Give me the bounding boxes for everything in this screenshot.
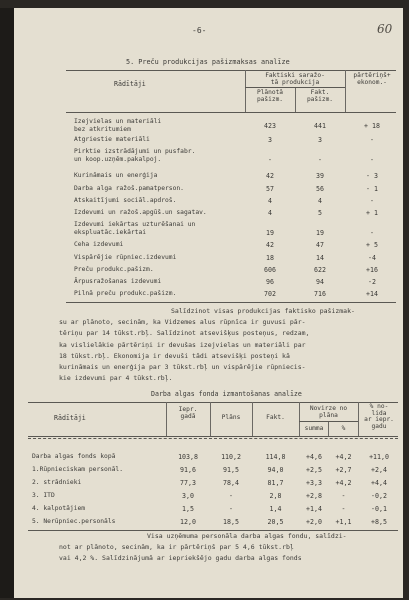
- table1-divider-1: [245, 70, 246, 112]
- t2-header-indicator: Rādītāji: [54, 414, 86, 422]
- t1-row-fact: 5: [318, 209, 322, 217]
- t1-row-plan: 18: [266, 254, 274, 262]
- t2-row-plan: -: [229, 505, 233, 513]
- t2-row-pct: +4,2: [335, 453, 352, 461]
- t1-row-label: Atskaitījumi sociāl.apdroš.: [74, 197, 177, 204]
- table1-divider-2: [345, 70, 346, 112]
- t2-row-prev: 1,5: [182, 505, 194, 513]
- t1-row-label: Darba alga ražoš.pamatperson.: [74, 185, 184, 192]
- t2-row-share: -0,2: [371, 492, 387, 500]
- t1-row-label: Izdevumi un ražoš.apgūš.un sagatav.: [74, 209, 207, 216]
- t1-row-label: Pilnā preču produkc.pašizm.: [74, 290, 177, 297]
- t1-row-fact: 39: [316, 172, 324, 180]
- t1-row-diff: -: [370, 156, 374, 164]
- t2-row-label: 3. ITD: [32, 492, 55, 499]
- t2-header-deviation: Novirze no plāna: [309, 405, 348, 420]
- t1-row-label: Ceha izdevumi: [74, 241, 124, 248]
- t1-row-fact: 56: [316, 185, 324, 193]
- t2-row-label: 5. Nerūpniec.personāls: [32, 518, 116, 525]
- t2-row-prev: 91,6: [180, 466, 196, 474]
- table1-header-rule: [66, 112, 396, 113]
- table1-bottom-rule: [66, 302, 396, 303]
- t1-row-label: Izejvielas un materiāli bez atkritumiem: [74, 118, 162, 133]
- t2-row-fact: 94,0: [267, 466, 284, 474]
- t2-row-pct: +4,2: [335, 479, 352, 487]
- t2-row-fact: 81,7: [267, 479, 284, 487]
- t2-row-sum: +3,3: [306, 479, 322, 487]
- analysis-paragraph-1: Salīdzinot visas produkcijas faktisko pašizmak- su ar plānoto, secinām, ka Vidzemes alus rūpnīca ir guvusi pār- tēriņu par 14 tūkst.rbļ. Salīdzinot atsevišķus posteņus, redzam, ka vislielākie pārtēriņi ir devušas izejvielas un materiāli par 18 tūkst.rbļ. Ekonomija ir devuši tādi atsevišķi posteņi kā kurināmais un enerģija par 3 tūkst.rbļ un vispārējie rūpniecis- kie izdevumi par 4 tūkst.rbļ.: [59, 307, 355, 383]
- t2-header-pct: %: [341, 425, 346, 432]
- t2-row-fact: 1,4: [269, 505, 282, 513]
- t1-row-fact: 19: [316, 229, 324, 237]
- table1-divider-3: [295, 87, 296, 112]
- t1-row-plan: 4: [268, 209, 272, 217]
- t2-row-sum: +2,0: [306, 518, 322, 526]
- t1-row-fact: 3: [318, 136, 322, 144]
- t1-row-diff: + 5: [366, 241, 378, 249]
- t2-row-fact: 2,8: [269, 492, 282, 500]
- scan-edge: [0, 8, 14, 598]
- t1-row-diff: -4: [368, 254, 376, 262]
- t2-row-pct: +1,1: [335, 518, 352, 526]
- t2-row-share: +8,5: [371, 518, 387, 526]
- t2-row-plan: -: [229, 492, 233, 500]
- t2-row-share: +4,4: [371, 479, 387, 487]
- t2-row-plan: 78,4: [223, 479, 239, 487]
- t2-row-label: Darba algas fonds kopā: [32, 453, 116, 460]
- t1-row-label: Preču produkc.pašizm.: [74, 266, 154, 273]
- t2-row-label: 1.Rūpnieciskam personāl.: [32, 466, 123, 473]
- t1-row-plan: 19: [266, 229, 274, 237]
- t2-row-share: +11,0: [369, 453, 389, 461]
- t1-row-label: Ārpusražošanas izdevumi: [74, 278, 162, 285]
- document-page: [14, 8, 403, 598]
- t2-header-sum: summa: [304, 425, 324, 432]
- t2-row-prev: 103,8: [178, 453, 198, 461]
- t1-header-fact: Fakt. pašizm.: [306, 89, 334, 104]
- t1-header-indicator: Rādītāji: [114, 80, 146, 88]
- t1-header-plan: Plānotā pašizm.: [256, 89, 284, 104]
- t2-row-share: -0,1: [371, 505, 387, 513]
- t1-row-plan: 42: [266, 241, 274, 249]
- t1-row-plan: 4: [268, 197, 272, 205]
- t2-row-pct: -: [341, 492, 346, 500]
- section-title: 5. Preču produkcijas pašizmaksas analīze: [126, 58, 290, 66]
- t2-header-plan: Plāns: [221, 414, 241, 421]
- t2-row-label: 4. kalpotājiem: [32, 505, 86, 512]
- t2-row-sum: +2,8: [306, 492, 322, 500]
- t1-row-plan: 702: [264, 290, 276, 298]
- t2-row-label: 2. strādnieki: [32, 479, 82, 486]
- t2-header-share: % no- lida ar iepr. gadu: [364, 403, 394, 430]
- t1-row-fact: 47: [316, 241, 324, 249]
- t1-row-diff: - 1: [366, 185, 378, 193]
- t2-row-pct: +2,7: [335, 466, 352, 474]
- table2-title: Darba algas fonda izmantošanas analīze: [151, 390, 302, 398]
- t1-row-diff: -2: [368, 278, 376, 286]
- t1-row-diff: + 1: [366, 209, 378, 217]
- table2-top-rule: [28, 402, 398, 403]
- t2-row-sum: +2,5: [306, 466, 322, 474]
- t2-row-plan: 110,2: [221, 453, 241, 461]
- t1-row-diff: -: [370, 197, 374, 205]
- t1-row-fact: -: [318, 156, 322, 164]
- t1-row-diff: - 3: [366, 172, 378, 180]
- t1-row-plan: 96: [266, 278, 274, 286]
- t2-row-share: +2,4: [371, 466, 387, 474]
- table2-dash-rule: [28, 438, 398, 439]
- t1-row-fact: 441: [314, 122, 326, 130]
- t2-row-sum: +4,6: [306, 453, 322, 461]
- t2-row-plan: 18,5: [223, 518, 239, 526]
- t1-row-diff: +16: [366, 266, 378, 274]
- t1-row-label: Kurināmais un enerģija: [74, 172, 158, 179]
- t1-row-plan: -: [268, 156, 272, 164]
- t1-row-diff: -: [370, 229, 374, 237]
- t1-row-fact: 622: [314, 266, 326, 274]
- t2-header-fact: Fakt.: [266, 414, 285, 421]
- t1-row-label: Izdevumi iekārtas uzturēšanai un ekspluatāc.iekārtai: [74, 221, 196, 236]
- t1-row-plan: 3: [268, 136, 272, 144]
- t2-row-prev: 3,0: [182, 492, 194, 500]
- t1-row-diff: + 18: [364, 122, 380, 130]
- t1-row-fact: 4: [318, 197, 322, 205]
- t1-header-group: Faktiski saražo- tā produkcija: [265, 72, 325, 87]
- analysis-paragraph-2: Visa uzņēmuma personāla darba algas fondu, salīdzi- not ar plānoto, secinām, ka ir pārtēriņš par 5 4,6 tūkst.rbļ vai 4,2 %. Salīdzinājumā ar iepriekšējo gadu darba algas fonds: [59, 532, 347, 563]
- t1-row-label: Vispārējie rūpniec.izdevumi: [74, 254, 177, 261]
- t1-header-diff: pārtēriņš+ ekonom.-: [353, 72, 391, 87]
- t2-row-pct: -: [341, 505, 346, 513]
- t1-row-fact: 94: [316, 278, 324, 286]
- page-number: -6-: [192, 26, 207, 35]
- t2-row-prev: 12,0: [180, 518, 196, 526]
- handwritten-page-number: 60: [377, 22, 393, 36]
- t1-row-plan: 42: [266, 172, 274, 180]
- t2-row-fact: 114,8: [265, 453, 286, 461]
- t1-row-diff: -: [370, 136, 374, 144]
- t1-row-plan: 606: [264, 266, 276, 274]
- table1-group-rule: [245, 87, 345, 88]
- table2-header-rule: [28, 436, 398, 437]
- t2-row-plan: 91,5: [223, 466, 239, 474]
- t2-row-sum: +1,4: [306, 505, 322, 513]
- t1-row-plan: 423: [264, 122, 276, 130]
- t2-header-prev: Iepr. gadā: [178, 406, 198, 421]
- t1-row-fact: 716: [314, 290, 326, 298]
- t1-row-fact: 14: [316, 254, 324, 262]
- table2-sub-rule: [299, 421, 358, 422]
- table1-top-rule: [66, 70, 396, 71]
- t1-row-label: Atgriestie materiāli: [74, 136, 150, 143]
- t1-row-plan: 57: [266, 185, 274, 193]
- t1-row-diff: +14: [366, 290, 378, 298]
- t1-row-label: Pirktie izstrādājumi un pusfabr. un koop.uzņēm.pakalpoj.: [74, 148, 196, 163]
- t2-row-fact: 20,5: [267, 518, 284, 526]
- t2-row-prev: 77,3: [180, 479, 196, 487]
